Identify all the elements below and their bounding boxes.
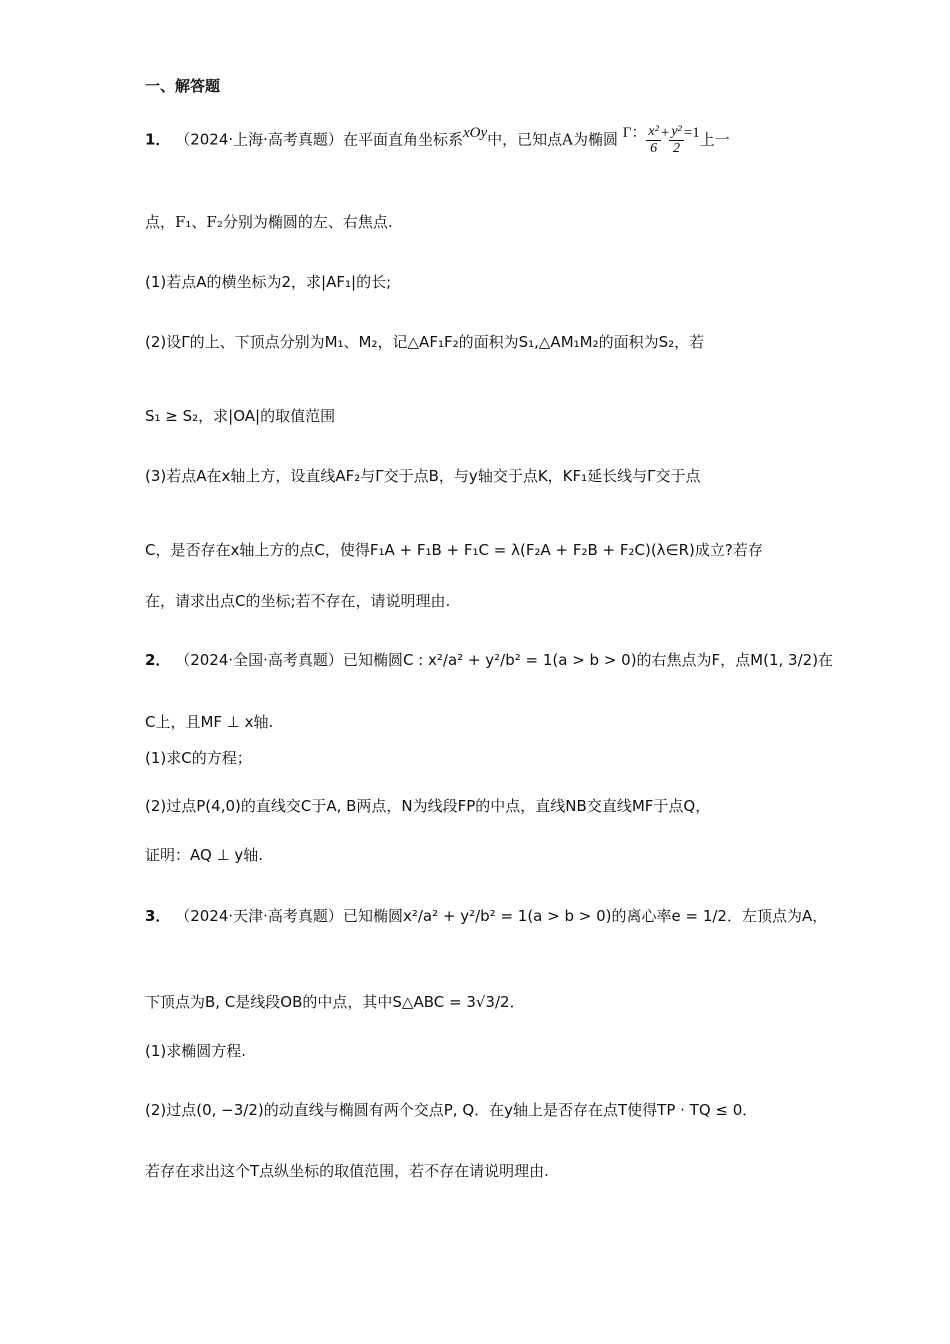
problem-3-q2a: (2)过点(0, −3/2)的动直线与椭圆有两个交点P, Q．在y轴上是否存在点T使得TP · TQ ≤ 0．: [145, 1101, 758, 1119]
problem-1-number: 1．: [145, 130, 171, 149]
problem-3-q2b: 若存在求出这个T点纵坐标的取值范围，若不存在请说明理由.: [145, 1162, 549, 1180]
problem-1-q1: (1)若点A的横坐标为2，求|AF₁|的长;: [145, 273, 392, 291]
math-gamma: Γ：: [622, 124, 647, 141]
problem-2-line-2: C上，且MF ⊥ x轴.: [145, 713, 274, 731]
math-frac-y2-2: $\frac{\text{y²}}{2}$: [671, 124, 682, 156]
problem-3-q1: (1)求椭圆方程.: [145, 1042, 247, 1060]
problem-1-source: （2024·上海·高考真题）: [175, 130, 343, 149]
problem-3-text: 已知椭圆x²/a² + y²/b² = 1(a > b > 0)的离心率e = 1/2．左顶点为A，: [342, 907, 828, 925]
problem-3-line-2: 下顶点为B, C是线段OB的中点，其中S△ABC = 3√3/2．: [145, 993, 525, 1011]
problem-1-text-2: 中，已知点A为椭圆: [487, 130, 618, 149]
problem-1-q2b: S₁ ≥ S₂，求|OA|的取值范围: [145, 407, 336, 425]
problem-2-q2a: (2)过点P(4,0)的直线交C于A, B两点，N为线段FP的中点，直线NB交直线MF于点Q，: [145, 797, 711, 815]
problem-2-text: 已知椭圆C : x²/a² + y²/b² = 1(a > b > 0)的右焦点为F，点M(1, 3/2)在: [342, 651, 834, 669]
problem-1-q3a: (3)若点A在x轴上方，设直线AF₂与Γ交于点B，与y轴交于点K，KF₁延长线与Γ交于点: [145, 467, 701, 485]
problem-2-number: 2．: [145, 651, 171, 669]
problem-1-q3b: C，是否存在x轴上方的点C，使得F₁A + F₁B + F₁C = λ(F₂A + F₂B + F₂C)(λ∈R)成立?若存: [145, 541, 763, 559]
problem-2-q1: (1)求C的方程；: [145, 749, 252, 767]
problem-1-text-tail: 上一: [699, 130, 730, 149]
problem-1-line-2: 点，F₁、F₂分别为椭圆的左、右焦点.: [145, 213, 393, 231]
problem-2-q2b: 证明：AQ ⊥ y轴.: [145, 846, 264, 864]
problem-1-q3c: 在，请求出点C的坐标;若不存在，请说明理由.: [145, 592, 451, 610]
problem-1-q2a: (2)设Γ的上、下顶点分别为M₁、M₂，记△AF₁F₂的面积为S₁,△AM₁M₂的面积为S₂，若: [145, 333, 705, 351]
math-frac-x2-6: $\frac{\text{x²}}{6}$: [648, 124, 659, 156]
math-xoy: xOy: [462, 124, 488, 141]
problem-1-text: 在平面直角坐标系: [342, 130, 463, 149]
problem-3-line-1: [145, 906, 827, 926]
section-title: 一、解答题: [145, 77, 221, 95]
problem-1-line-1: 1． （2024·上海·高考真题）在平面直角坐标系xOy中，已知点A为椭圆 Γ： $\frac{\text{x²}}{6}$ + $\frac{\text{y²}}{2}$ =1上一: [145, 124, 730, 156]
problem-2-source: （2024·全国·高考真题）: [175, 651, 343, 669]
problem-2-line-1: [145, 650, 833, 670]
problem-3-source: （2024·天津·高考真题）: [175, 907, 343, 925]
problem-3-number: 3．: [145, 907, 171, 925]
